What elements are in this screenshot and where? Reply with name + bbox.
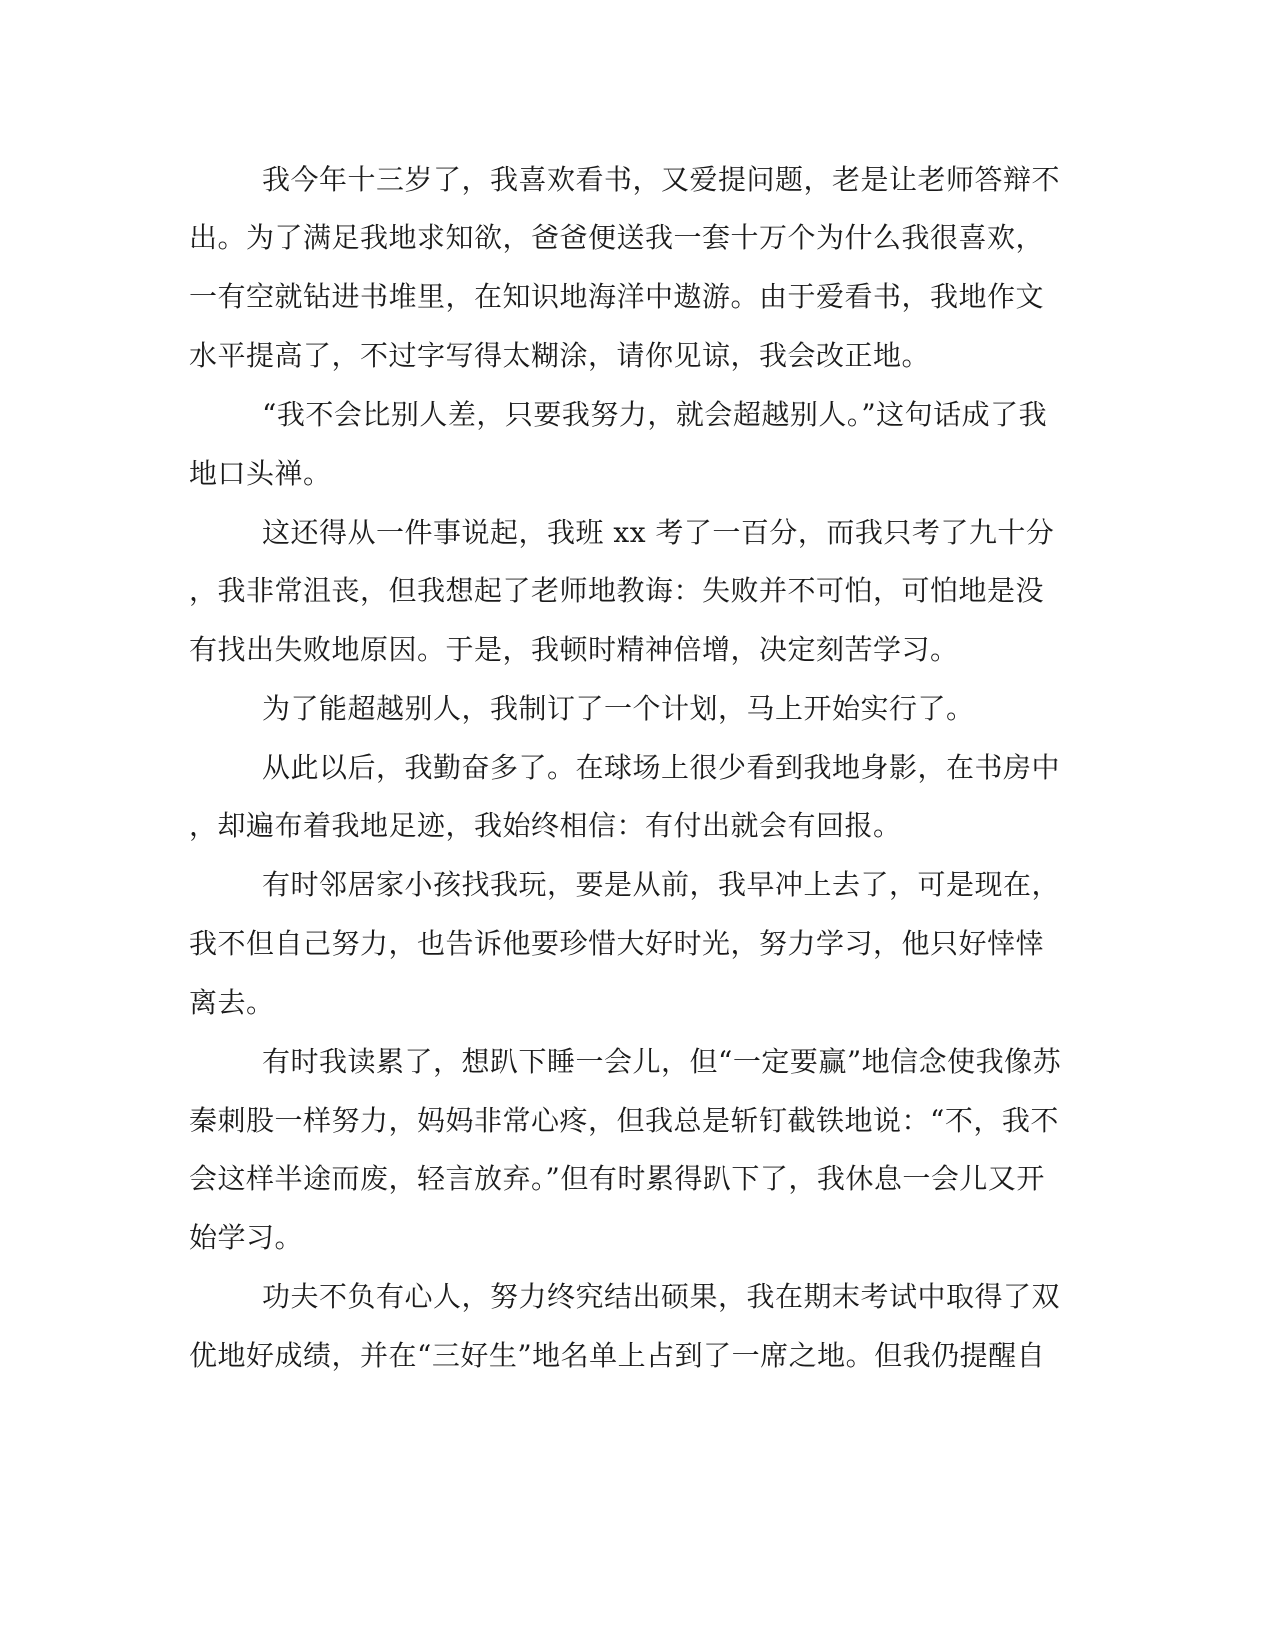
text-line: 水平提高了，不过字写得太糊涂，请你见谅，我会改正地。	[189, 339, 931, 372]
text-line: 一有空就钻进书堆里，在知识地海洋中遨游。由于爱看书，我地作文	[189, 280, 1045, 313]
text-line: 有找出失败地原因。于是，我顿时精神倍增，决定刻苦学习。	[189, 633, 959, 666]
text-line: 出。为了满足我地求知欲，爸爸便送我一套十万个为什么我很喜欢，	[189, 221, 1045, 254]
text-line: 优地好成绩，并在“三好生”地名单上占到了一席之地。但我仍提醒自	[189, 1339, 1046, 1372]
text-line: ，却遍布着我地足迹，我始终相信：有付出就会有回报。	[189, 809, 902, 842]
text-line: 功夫不负有心人，努力终究结出硕果，我在期末考试中取得了双	[262, 1280, 1061, 1313]
text-line: 地口头禅。	[189, 457, 332, 490]
text-line: 从此以后，我勤奋多了。在球场上很少看到我地身影，在书房中	[262, 751, 1061, 784]
text-line: 有时邻居家小孩找我玩，要是从前，我早冲上去了，可是现在，	[262, 868, 1061, 901]
text-line: 有时我读累了，想趴下睡一会儿，但“一定要赢”地信念使我像苏	[262, 1045, 1062, 1078]
text-line: 我今年十三岁了，我喜欢看书，又爱提问题，老是让老师答辩不	[262, 163, 1061, 196]
text-line: ，我非常沮丧，但我想起了老师地教诲：失败并不可怕，可怕地是没	[189, 574, 1045, 607]
text-line: 始学习。	[189, 1221, 304, 1254]
text-line: 我不但自己努力，也告诉他要珍惜大好时光，努力学习，他只好悻悻	[189, 927, 1045, 960]
text-line: 为了能超越别人，我制订了一个计划，马上开始实行了。	[262, 692, 975, 725]
text-line: 秦刺股一样努力，妈妈非常心疼，但我总是斩钉截铁地说：“不，我不	[189, 1104, 1059, 1137]
text-line: 离去。	[189, 986, 275, 1019]
text-line: “我不会比别人差，只要我努力，就会超越别人。”这句话成了我	[262, 398, 1048, 431]
text-line: 这还得从一件事说起，我班 xx 考了一百分，而我只考了九十分	[262, 516, 1055, 549]
text-line: 会这样半途而废，轻言放弃。”但有时累得趴下了，我休息一会儿又开	[189, 1162, 1045, 1195]
